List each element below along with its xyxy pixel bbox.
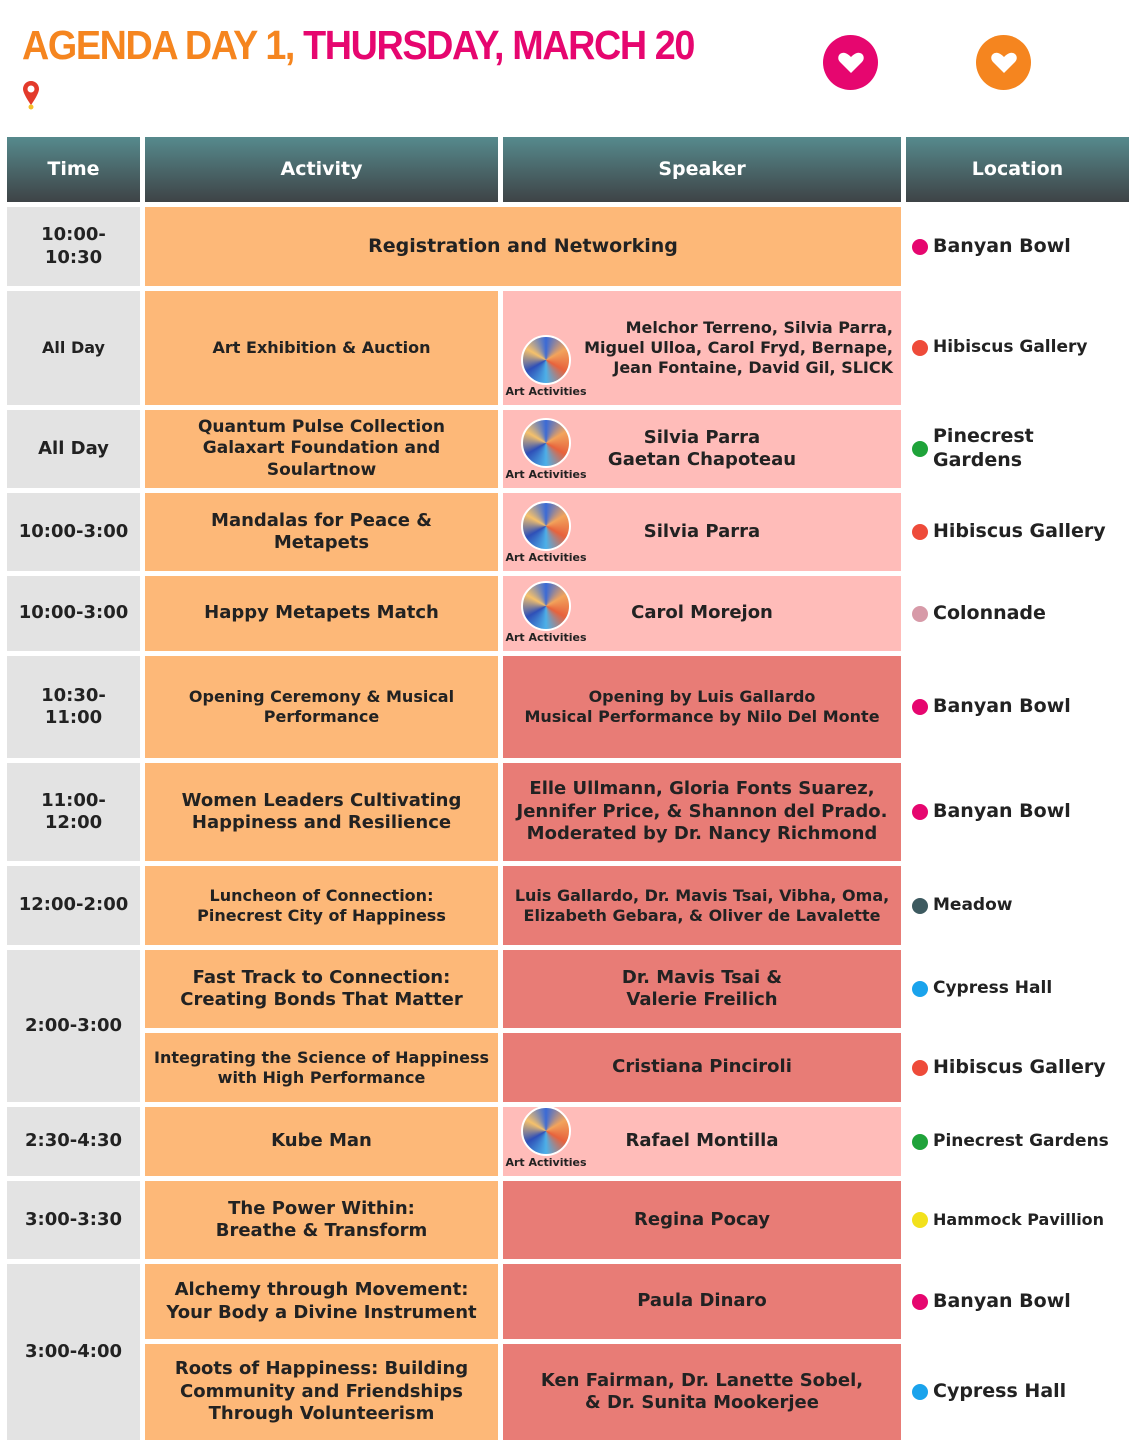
location-dot-icon [912,898,928,914]
art-activities-badge [505,501,587,565]
activity-cell [145,763,498,861]
speaker-cell [503,410,901,488]
time-cell-text: 3:00-3:30 [24,1208,122,1230]
location-cell [906,207,1129,286]
activity-cell [145,656,498,758]
activity-cell [145,866,498,945]
column-header-location-text: Location [971,157,1064,180]
location-dot-icon [912,1294,928,1310]
location-dot-icon [912,804,928,820]
location-cell [906,1344,1129,1440]
location-name: Meadow [933,894,1013,915]
speaker-cell-text: Dr. Mavis Tsai & Valerie Freilich [621,966,783,1010]
time-cell-text: All Day [38,437,109,459]
speaker-cell-text: Opening by Luis Gallardo Musical Performance by Nilo Del Monte [524,687,880,726]
time-cell-text: 12:00-2:00 [18,894,129,916]
activity-cell-text: Kube Man [271,1130,372,1152]
speaker-cell-text: Rafael Montilla [625,1130,779,1152]
location-name: Banyan Bowl [933,695,1071,718]
speaker-cell [503,950,901,1028]
time-cell [7,493,140,571]
time-cell [7,866,140,945]
time-cell [7,763,140,861]
time-cell [7,576,140,651]
time-cell-text: All Day [42,338,105,357]
location-name: Hammock Pavillion [933,1210,1105,1229]
speaker-cell [503,763,901,861]
time-cell-text: 11:00-12:00 [41,789,106,833]
column-header-activity-text: Activity [280,157,363,180]
activity-cell [145,1264,498,1339]
speaker-cell [503,576,901,651]
art-activities-image [521,581,571,631]
time-cell [7,291,140,405]
art-activities-image [521,501,571,551]
location-name: Pinecrest Gardens [933,1130,1109,1151]
speaker-cell [503,866,901,945]
location-dot-icon [912,1384,928,1400]
activity-cell [145,207,901,286]
heart-button-pink[interactable] [823,35,878,90]
location-dot-icon [912,441,928,457]
activity-cell [145,1107,498,1176]
speaker-cell-text: Luis Gallardo, Dr. Mavis Tsai, Vibha, Oma, Elizabeth Gebara, & Oliver de Lavalette [514,885,890,925]
location-name: Banyan Bowl [933,800,1071,823]
speaker-cell-text: Elle Ullmann, Gloria Fonts Suarez, Jennifer Price, & Shannon del Prado. Moderated by Dr. Nancy Richmond [516,778,888,845]
activity-cell-text: Integrating the Science of Happiness with High Performance [153,1047,490,1087]
location-name: Cypress Hall [933,978,1053,999]
speaker-cell [503,1264,901,1339]
column-header-activity [145,137,498,202]
speaker-cell [503,1344,901,1440]
activity-cell [145,1344,498,1440]
speaker-cell [503,291,901,405]
speaker-cell [503,493,901,571]
location-dot-icon [912,981,928,997]
time-cell [7,950,140,1102]
location-dot-icon [912,1134,928,1150]
location-dot-icon [912,699,928,715]
location-cell [906,291,1129,405]
activity-cell [145,576,498,651]
heart-icon [990,51,1018,75]
location-name: Pinecrest Gardens [933,425,1034,471]
location-cell [906,763,1129,861]
activity-cell-text: Roots of Happiness: Building Community and Friendships Through Volunteerism [174,1358,469,1425]
activity-cell-text: Women Leaders Cultivating Happiness and Resilience [181,789,462,833]
time-cell [7,410,140,488]
activity-cell [145,493,498,571]
art-activities-label: Art Activities [505,551,587,565]
time-cell-text: 10:00-3:00 [18,520,129,542]
speaker-cell-text: Ken Fairman, Dr. Lanette Sobel, & Dr. Sunita Mookerjee [540,1369,864,1413]
speaker-cell-text: Paula Dinaro [637,1290,767,1312]
time-cell [7,1107,140,1176]
location-name: Hibiscus Gallery [933,1055,1106,1078]
location-cell [906,1107,1129,1176]
location-cell [906,1033,1129,1102]
column-header-speaker [503,137,901,202]
speaker-cell-text: Cristiana Pinciroli [612,1056,792,1078]
speaker-cell-text: Melchor Terreno, Silvia Parra, Miguel Ulloa, Carol Fryd, Bernape, Jean Fontaine, David Gil, SLICK [584,318,893,377]
activity-cell-text: Luncheon of Connection: Pinecrest City of Happiness [197,885,446,925]
activity-cell-text: The Power Within: Breathe & Transform [215,1197,428,1241]
location-dot-icon [912,340,928,356]
location-dot-icon [912,239,928,255]
location-dot-icon [912,1060,928,1076]
speaker-cell-text: Silvia Parra Gaetan Chapoteau [607,426,797,470]
location-dot-icon [912,606,928,622]
location-name: Hibiscus Gallery [933,337,1088,358]
speaker-cell [503,1033,901,1102]
column-header-location [906,137,1129,202]
activity-cell-text: Quantum Pulse Collection Galaxart Foundation and Soulartnow [197,417,446,480]
map-pin-icon [22,80,40,110]
activity-cell-text: Alchemy through Movement: Your Body a Divine Instrument [166,1279,477,1323]
speaker-cell-text: Carol Morejon [631,602,773,624]
location-cell [906,410,1129,488]
art-activities-label: Art Activities [505,385,587,399]
location-name: Banyan Bowl [933,234,1071,257]
art-activities-image [521,1106,571,1156]
agenda-table [7,137,1131,1440]
art-activities-badge [505,581,587,645]
location-cell [906,493,1129,571]
activity-cell [145,1181,498,1259]
activity-cell-text: Art Exhibition & Auction [212,338,431,357]
time-cell-text: 10:00- 10:30 [41,224,106,268]
art-activities-label: Art Activities [505,631,587,645]
speaker-cell-text: Regina Pocay [634,1208,770,1230]
heart-icon [837,51,865,75]
art-activities-badge [505,418,587,482]
speaker-cell-text: Silvia Parra [643,520,761,542]
location-cell [906,576,1129,651]
art-activities-badge [505,1106,587,1170]
location-cell [906,1264,1129,1339]
column-header-time-text: Time [47,157,100,180]
activity-cell-text: Happy Metapets Match [204,602,439,624]
speaker-cell [503,1107,901,1176]
time-cell-text: 10:00-3:00 [18,602,129,624]
art-activities-image [521,335,571,385]
time-cell-text: 2:30-4:30 [24,1130,122,1152]
location-cell [906,866,1129,945]
activity-cell [145,410,498,488]
column-header-speaker-text: Speaker [658,157,746,180]
art-activities-image [521,418,571,468]
time-cell [7,1181,140,1259]
time-cell [7,656,140,758]
location-name: Banyan Bowl [933,1289,1071,1312]
location-cell [906,1181,1129,1259]
location-dot-icon [912,524,928,540]
location-cell [906,656,1129,758]
speaker-cell [503,656,901,758]
location-name: Colonnade [933,601,1046,624]
time-cell [7,1264,140,1440]
location-name: Cypress Hall [933,1380,1067,1403]
speaker-cell [503,1181,901,1259]
activity-cell-text: Fast Track to Connection: Creating Bonds That Matter [180,966,463,1010]
time-cell-text: 2:00-3:00 [24,1014,122,1036]
activity-cell [145,1033,498,1102]
location-cell [906,950,1129,1028]
location-name: Hibiscus Gallery [933,520,1106,543]
page-title: AGENDA DAY 1, THURSDAY, MARCH 20 [22,22,694,68]
art-activities-label: Art Activities [505,1156,587,1170]
activity-cell-text: Registration and Networking [368,234,678,257]
time-cell-text: 10:30-11:00 [41,684,106,728]
heart-button-orange[interactable] [976,35,1031,90]
activity-cell [145,291,498,405]
time-cell [7,207,140,286]
art-activities-label: Art Activities [505,468,587,482]
activity-cell-text: Opening Ceremony & Musical Performance [188,687,455,726]
activity-cell [145,950,498,1028]
time-cell-text: 3:00-4:00 [24,1340,122,1362]
art-activities-badge [505,335,587,399]
activity-cell-text: Mandalas for Peace & Metapets [211,509,432,553]
location-dot-icon [912,1212,928,1228]
column-header-time [7,137,140,202]
